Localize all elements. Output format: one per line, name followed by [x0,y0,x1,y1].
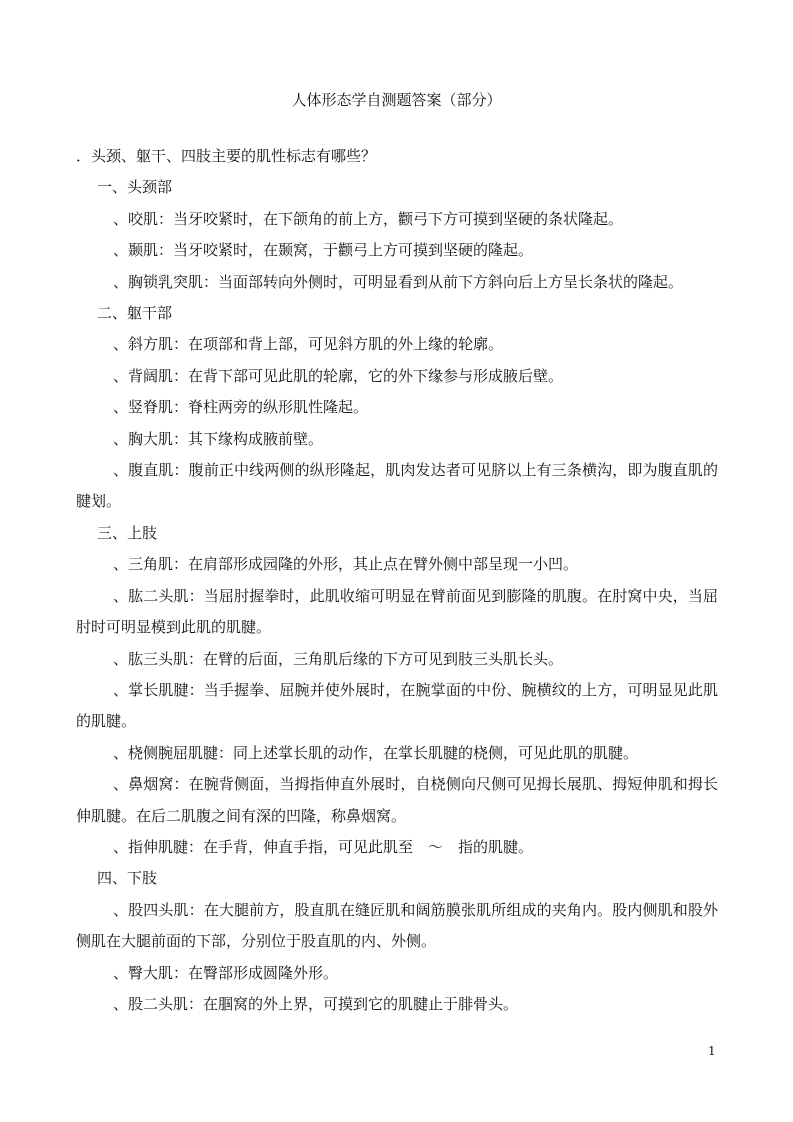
section-heading: 四、下肢 [97,869,158,888]
list-item: 、桡侧腕屈肌腱：同上述掌长肌的动作，在掌长肌腱的桡侧，可见此肌的肌腱。 [113,743,639,762]
page-number: 1 [708,1044,716,1058]
list-item: 、肱三头肌：在臂的后面，三角肌后缘的下方可见到肢三头肌长头。 [113,649,564,668]
list-item: 、鼻烟窝：在腕背侧面，当拇指伸直外展时，自桡侧向尺侧可见拇长展肌、拇短伸肌和拇长伸肌腱。在后二肌腹之间有深的凹隆，称鼻烟窝。 [76,775,718,825]
list-item: 、腹直肌：腹前正中线两侧的纵形隆起，肌肉发达者可见脐以上有三条横沟，即为腹直肌的腱划。 [76,461,718,511]
section-heading: 三、上肢 [97,523,158,542]
list-item: 、颞肌：当牙咬紧时，在颞窝，于颧弓上方可摸到坚硬的隆起。 [113,241,534,260]
section-heading: 二、躯干部 [97,304,173,323]
list-item: 、肱二头肌：当屈肘握拳时，此肌收缩可明显在臂前面见到膨隆的肌腹。在肘窝中央，当屈肘时可明显模到此肌的肌腱。 [76,586,718,637]
document-body [76,141,718,1020]
list-item: 、臀大肌：在臀部形成圆隆外形。 [113,963,339,982]
list-item: 、指伸肌腱：在手背，伸直手指，可见此肌至 ～ 指的肌腱。 [113,837,534,856]
section-heading: 一、头颈部 [97,178,173,197]
question: ．头颈、躯干、四肢主要的肌性标志有哪些？ [76,147,377,165]
list-item: 、背阔肌：在背下部可见此肌的轮廓，它的外下缘参与形成腋后壁。 [113,366,564,385]
list-item: 、斜方肌：在项部和背上部，可见斜方肌的外上缘的轮廓。 [113,335,504,354]
document-title: 人体形态学自测题答案（部分） [291,91,502,109]
list-item: 、三角肌：在肩部形成园隆的外形，其止点在臂外侧中部呈现一小凹。 [113,555,579,574]
list-item: 、竖脊肌：脊柱两旁的纵形肌性隆起。 [113,398,369,417]
list-item: 、股四头肌：在大腿前方，股直肌在缝匠肌和阔筋膜张肌所组成的夹角内。股内侧肌和股外侧肌在大腿前面的下部，分别位于股直肌的内、外侧。 [76,900,718,951]
list-item: 、咬肌：当牙咬紧时，在下颌角的前上方，颧弓下方可摸到坚硬的条状隆起。 [113,209,624,228]
list-item: 、掌长肌腱：当手握拳、屈腕并使外展时，在腕掌面的中份、腕横纹的上方，可明显见此肌的肌腱。 [76,680,718,731]
list-item: 、股二头肌：在腘窝的外上界，可摸到它的肌腱止于腓骨头。 [113,994,519,1013]
list-item: 、胸大肌：其下缘构成腋前壁。 [113,429,324,448]
list-item: 、胸锁乳突肌：当面部转向外侧时，可明显看到从前下方斜向后上方呈长条状的隆起。 [113,272,684,291]
